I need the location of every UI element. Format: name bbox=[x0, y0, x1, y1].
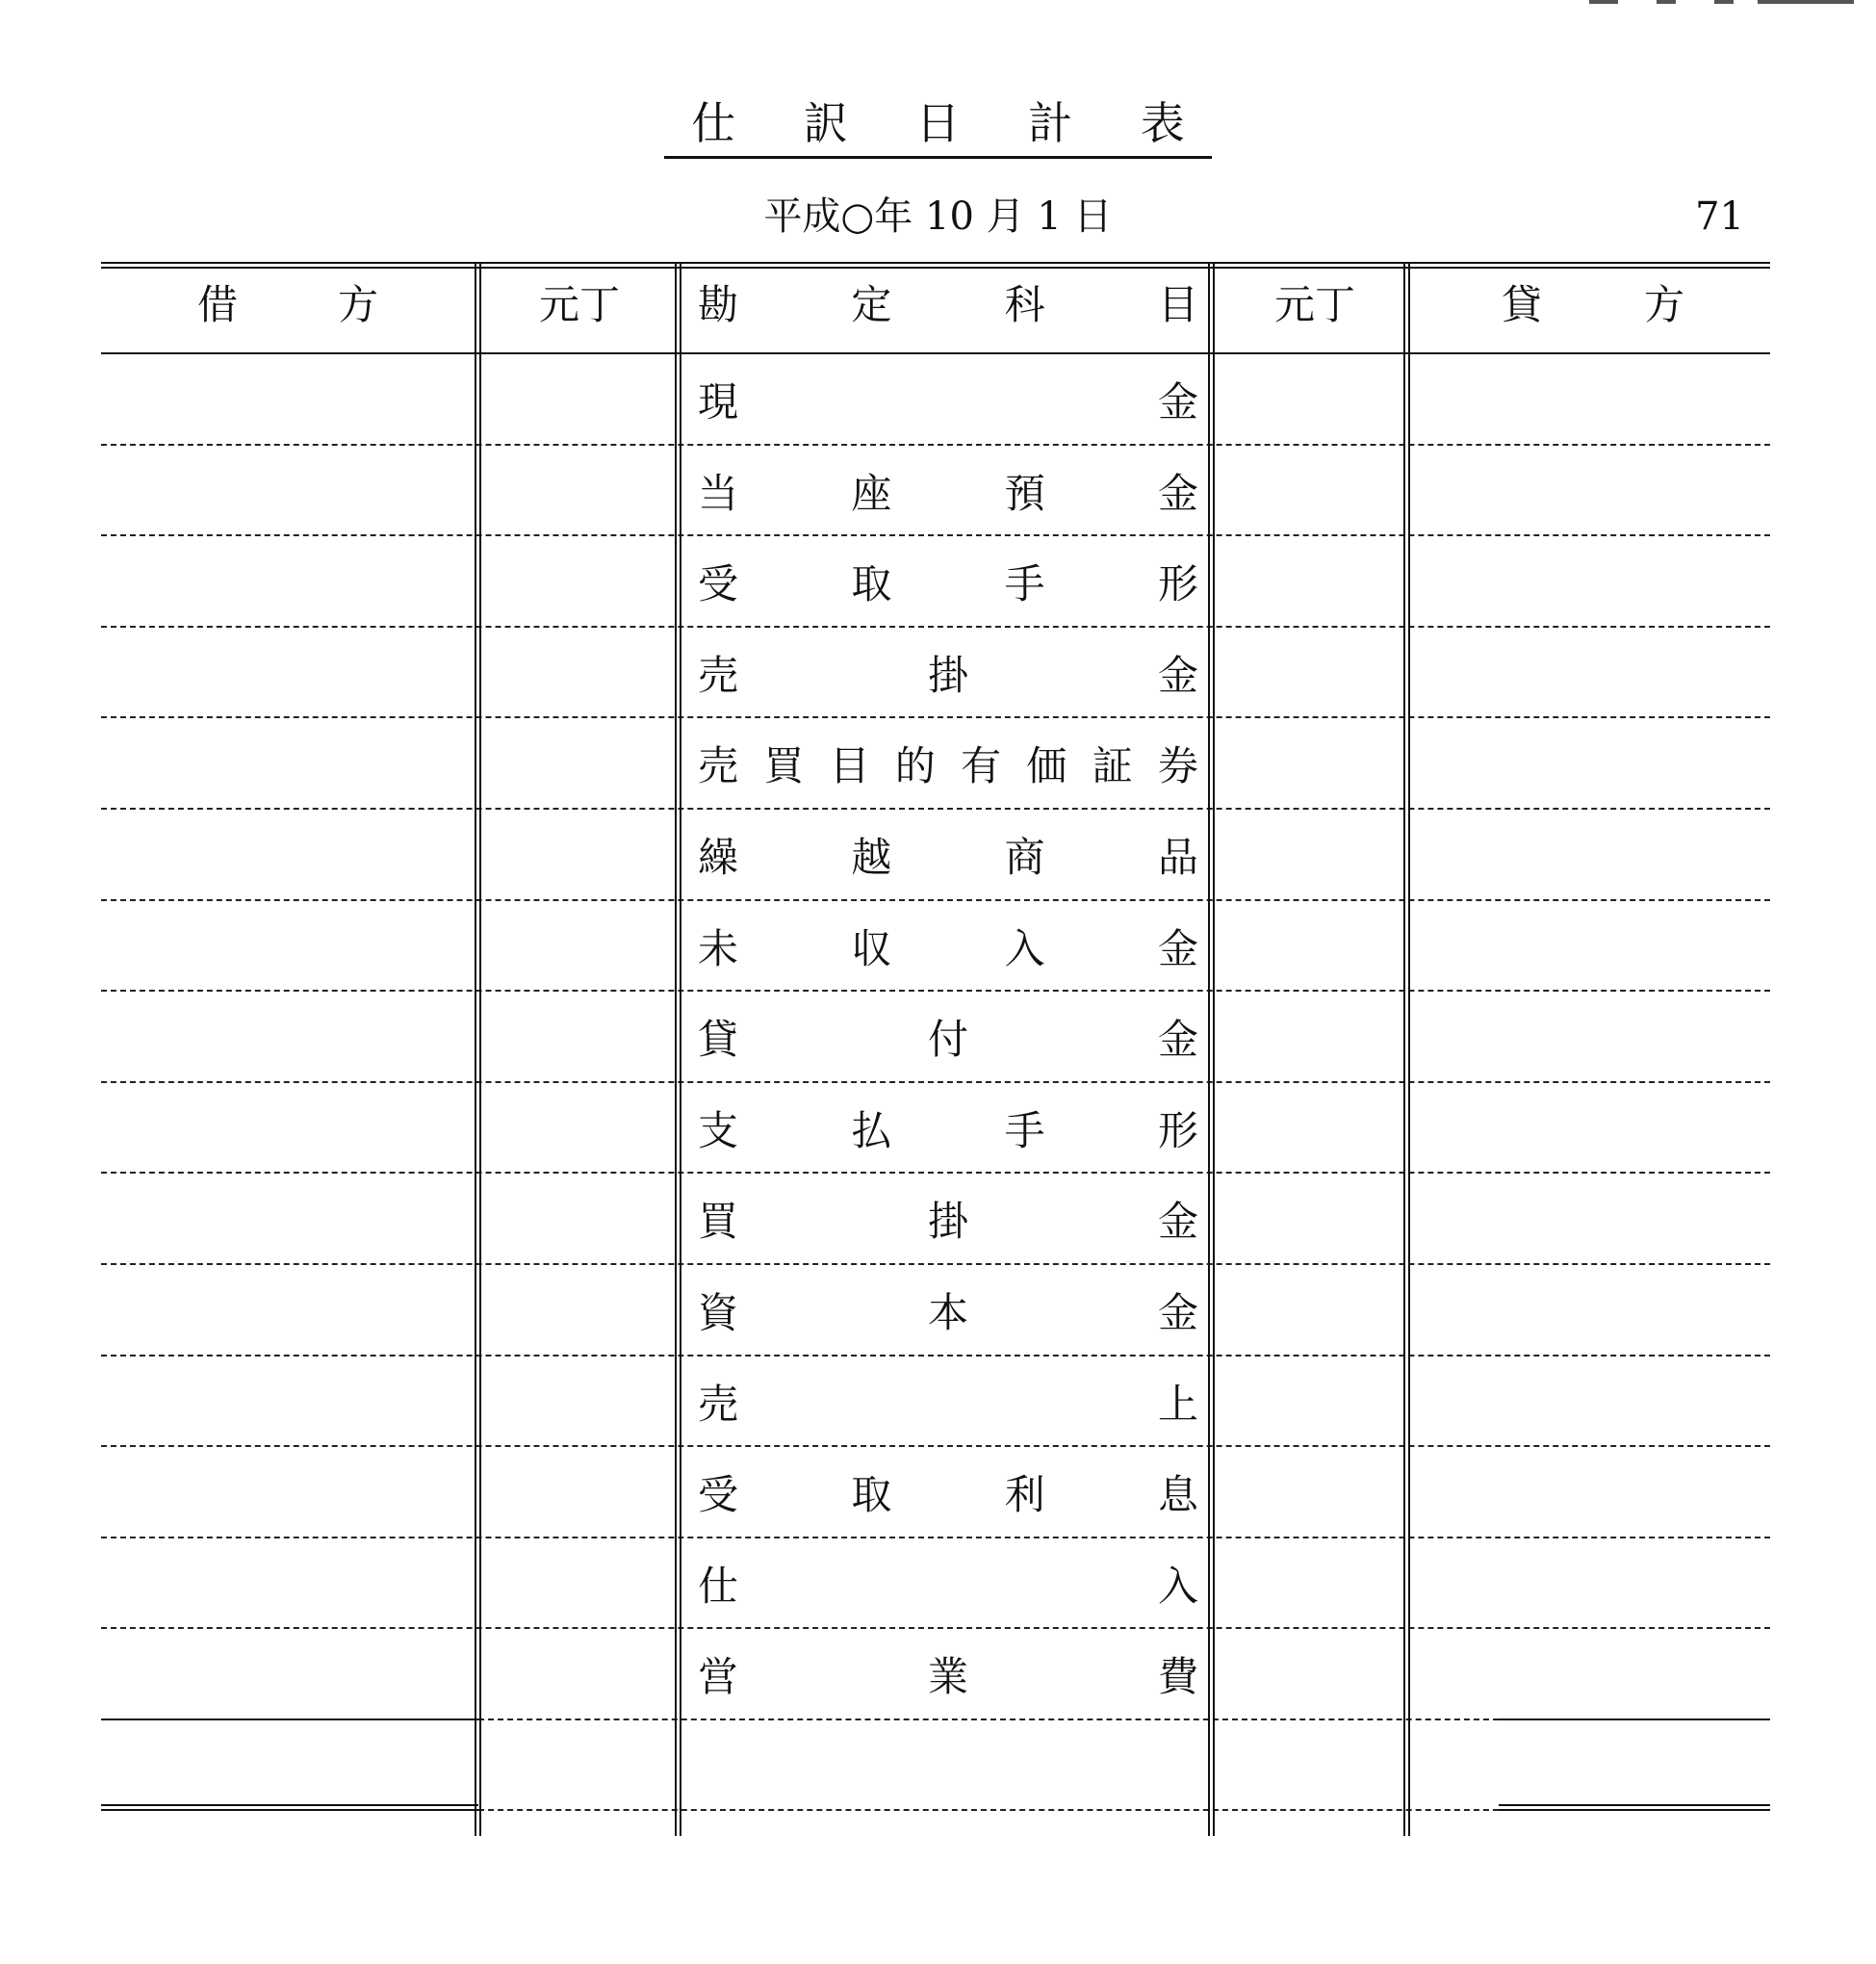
col-rule-credit bbox=[1403, 262, 1405, 1836]
account-row-label: 営 業 費 bbox=[698, 1653, 1198, 1701]
journal-daily-summary-table bbox=[101, 262, 1770, 1837]
account-row-label: 資 本 金 bbox=[698, 1289, 1198, 1336]
col-rule-debit-ref bbox=[475, 262, 476, 1836]
header-debit: 借 方 bbox=[197, 281, 378, 328]
final-rule-credit-inner bbox=[1499, 1809, 1770, 1811]
final-rule-credit-outer bbox=[1499, 1804, 1770, 1806]
col-rule-account bbox=[680, 262, 681, 1836]
account-row-label: 繰 越 商 品 bbox=[698, 834, 1198, 881]
page-title-block bbox=[0, 96, 1876, 159]
account-row-label: 仕 入 bbox=[698, 1562, 1198, 1610]
col-rule-account bbox=[675, 262, 677, 1836]
header-account-title: 勘 定 科 目 bbox=[698, 281, 1198, 328]
cropped-header-mark bbox=[1589, 0, 1859, 10]
account-row-label: 受 取 手 形 bbox=[698, 560, 1198, 608]
page-number: 71 bbox=[1695, 194, 1744, 239]
top-rule-inner bbox=[101, 267, 1770, 269]
account-row-label: 未 収 入 金 bbox=[698, 924, 1198, 972]
col-rule-credit bbox=[1408, 262, 1410, 1836]
header-credit: 貸 方 bbox=[1502, 281, 1684, 328]
document-date: 平成○年 10 月 1 日 bbox=[763, 194, 1113, 239]
col-rule-credit-ref bbox=[1208, 262, 1210, 1836]
total-rule-credit bbox=[1499, 1718, 1770, 1720]
final-rule-debit-inner bbox=[101, 1809, 478, 1811]
account-row-label: 売 掛 金 bbox=[698, 651, 1198, 699]
account-row-label: 貸 付 金 bbox=[698, 1016, 1198, 1064]
col-rule-credit-ref bbox=[1213, 262, 1215, 1836]
page-title: 仕 訳 日 計 表 bbox=[664, 96, 1212, 159]
account-row-label: 売 買 目 的 有 価 証 券 bbox=[698, 742, 1198, 790]
account-row-label: 売 上 bbox=[698, 1380, 1198, 1428]
top-rule-outer bbox=[101, 262, 1770, 264]
account-row-label: 受 取 利 息 bbox=[698, 1471, 1198, 1519]
account-row-label: 支 払 手 形 bbox=[698, 1106, 1198, 1154]
account-row-label: 買 掛 金 bbox=[698, 1198, 1198, 1246]
account-row-label: 当 座 預 金 bbox=[698, 469, 1198, 517]
header-credit-ledger-ref: 元丁 bbox=[1273, 281, 1355, 328]
total-rule-debit bbox=[101, 1718, 478, 1720]
final-rule-debit-outer bbox=[101, 1804, 478, 1806]
header-debit-ledger-ref: 元丁 bbox=[538, 281, 620, 328]
account-row-label: 現 金 bbox=[698, 378, 1198, 426]
col-rule-debit-ref bbox=[479, 262, 481, 1836]
final-rule-middle bbox=[478, 1809, 1499, 1811]
